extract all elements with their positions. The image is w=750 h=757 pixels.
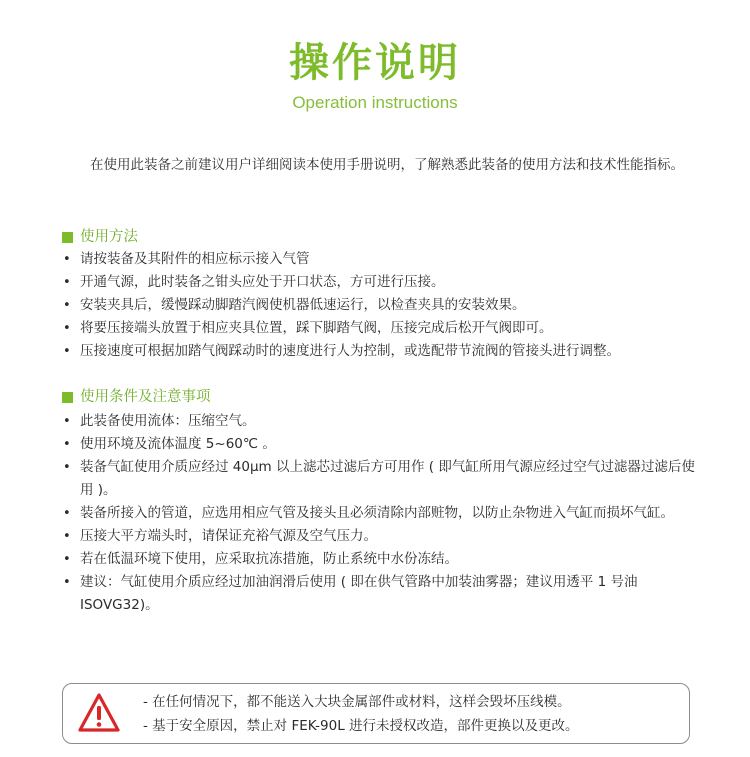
bullet-icon: • xyxy=(63,460,71,475)
list-item: • 建议：气缸使用介质应经过加油润滑后使用 ( 即在供气管路中加装油雾器；建议用透平 1 号油 ISOVG32)。 xyxy=(62,571,702,617)
page-subtitle: Operation instructions xyxy=(292,93,458,112)
usage-list xyxy=(62,248,702,363)
bullet-icon: • xyxy=(63,275,71,290)
bullet-icon: • xyxy=(63,414,71,429)
square-bullet-icon xyxy=(62,232,73,243)
bullet-icon: • xyxy=(63,298,71,313)
list-item: • 开通气源，此时装备之钳头应处于开口状态，方可进行压接。 xyxy=(62,271,702,294)
warning-line: - 在任何情况下，都不能送入大块金属部件或材料，这样会毁坏压线模。 xyxy=(143,694,571,710)
page-title: 操作说明 xyxy=(289,40,461,86)
bullet-icon: • xyxy=(63,437,71,452)
list-item: • 若在低温环境下使用，应采取抗冻措施，防止系统中水份冻结。 xyxy=(62,548,702,571)
list-item: • 压接速度可根据加踏气阀踩动时的速度进行人为控制，或选配带节流阀的管接头进行调整。 xyxy=(62,340,702,363)
list-item: • 装备气缸使用介质应经过 40μm 以上滤芯过滤后方可用作 ( 即气缸所用气源应经过空气过滤器过滤后使用 )。 xyxy=(62,456,702,502)
bullet-icon: • xyxy=(63,506,71,521)
bullet-icon: • xyxy=(63,344,71,359)
list-item: • 压接大平方端头时，请保证充裕气源及空气压力。 xyxy=(62,525,702,548)
section-conditions-label: 使用条件及注意事项 xyxy=(80,389,211,405)
list-item: • 安装夹具后，缓慢踩动脚踏汽阀使机器低速运行，以检查夹具的安装效果。 xyxy=(62,294,702,317)
square-bullet-icon xyxy=(62,392,73,403)
list-item: • 使用环境及流体温度 5~60℃ 。 xyxy=(62,433,702,456)
intro-paragraph: 在使用此装备之前建议用户详细阅读本使用手册说明，了解熟悉此装备的使用方法和技术性能指标。 xyxy=(90,157,684,173)
section-usage-label: 使用方法 xyxy=(80,229,138,245)
list-item: • 此装备使用流体：压缩空气。 xyxy=(62,410,702,433)
warning-box xyxy=(62,683,690,744)
bullet-icon: • xyxy=(63,252,71,267)
bullet-icon: • xyxy=(63,321,71,336)
bullet-icon: • xyxy=(63,552,71,567)
conditions-list xyxy=(62,410,702,617)
section-usage-title xyxy=(62,227,138,247)
list-item: • 将要压接端头放置于相应夹具位置，踩下脚踏气阀，压接完成后松开气阀即可。 xyxy=(62,317,702,340)
bullet-icon: • xyxy=(63,529,71,544)
warning-line: - 基于安全原因，禁止对 FEK-90L 进行未授权改造，部件更换以及更改。 xyxy=(143,718,579,734)
bullet-icon: • xyxy=(63,575,71,590)
warning-text xyxy=(143,690,579,738)
warning-triangle-icon xyxy=(77,691,121,735)
list-item: • 装备所接入的管道，应选用相应气管及接头且必须清除内部赃物，以防止杂物进入气缸而损坏气缸。 xyxy=(62,502,702,525)
list-item: • 请按装备及其附件的相应标示接入气管 xyxy=(62,248,702,271)
section-conditions-title xyxy=(62,387,211,407)
